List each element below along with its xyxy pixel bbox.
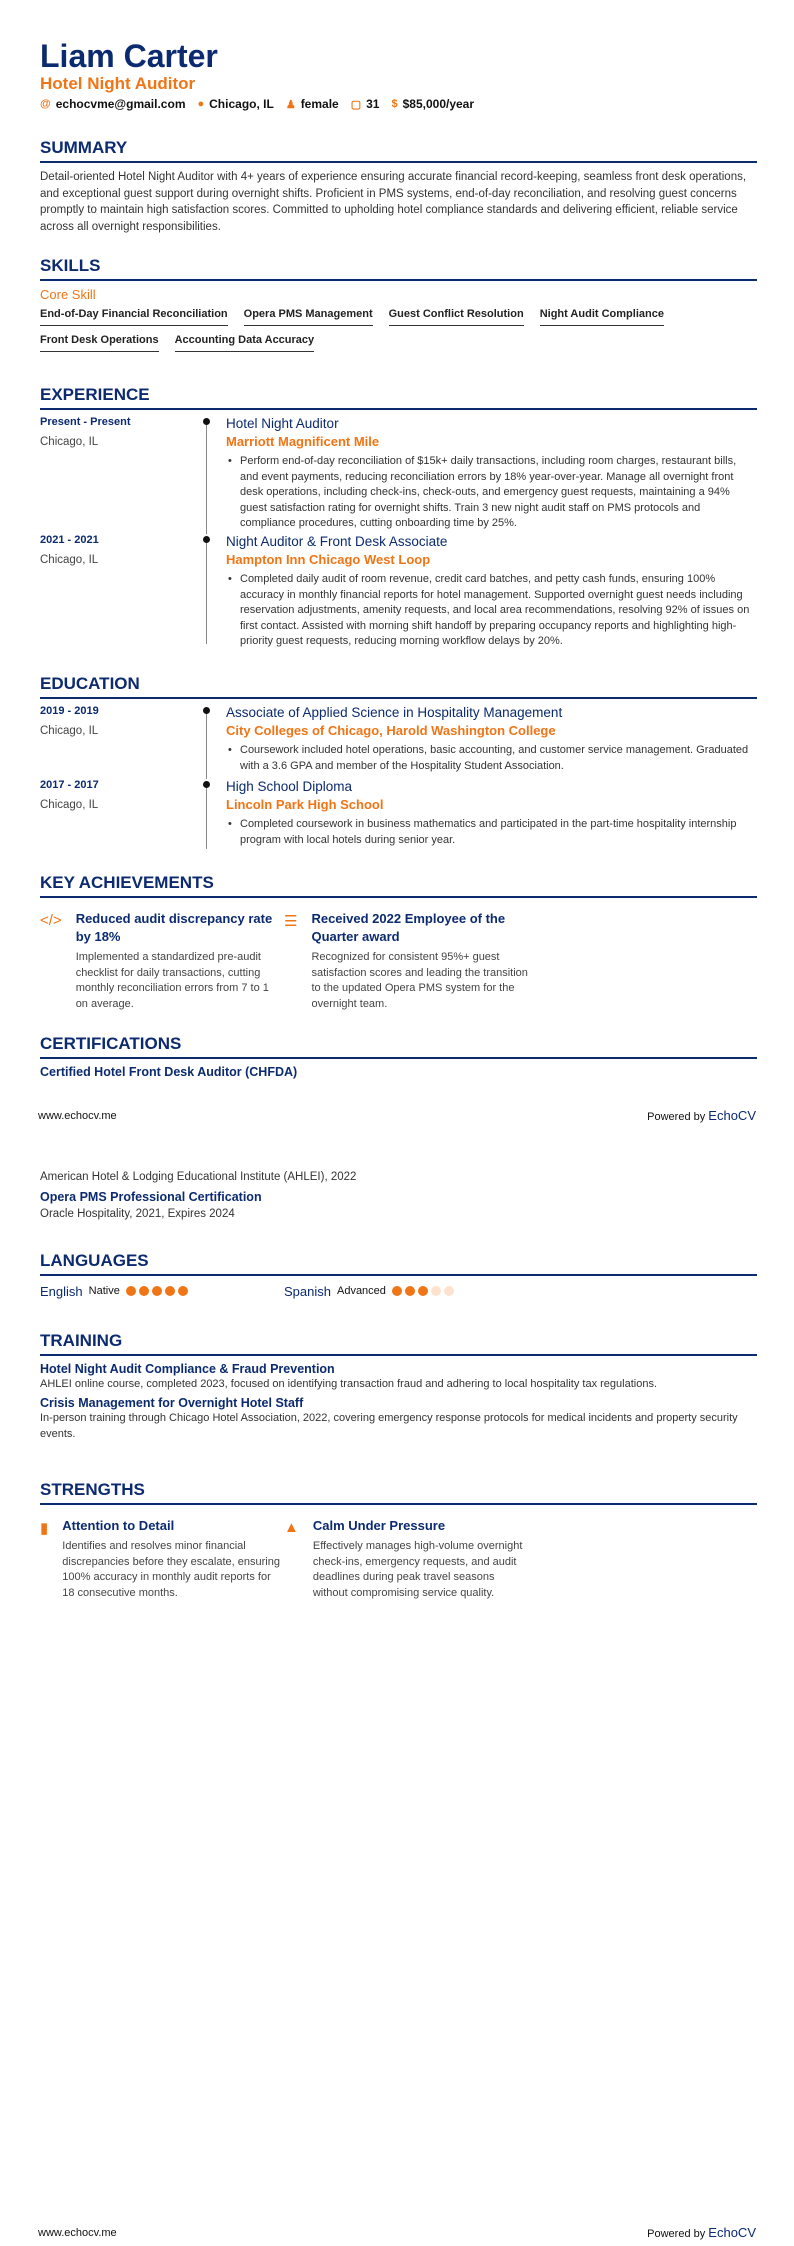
training-title: Crisis Management for Overnight Hotel Staff bbox=[40, 1396, 304, 1410]
language-item bbox=[284, 1282, 528, 1300]
brand-logo: EchoCV bbox=[708, 1108, 756, 1123]
achievement-desc: Recognized for consistent 95%+ guest satisfaction scores and leading the transition to the updated Opera PMS system for the overnight team. bbox=[311, 951, 528, 1010]
person-icon: ♟ bbox=[285, 98, 296, 111]
at-icon: @ bbox=[40, 98, 51, 110]
section-heading: KEY ACHIEVEMENTS bbox=[40, 873, 757, 898]
gender: female bbox=[300, 97, 339, 111]
languages-section bbox=[40, 1251, 757, 1300]
timeline-line bbox=[206, 420, 207, 534]
speech-bubble-icon: ▲ bbox=[284, 1519, 299, 1536]
strength-desc: Effectively manages high-volume overnight check-ins, emergency requests, and audit deadlines during peak travel seasons without compromising service quality. bbox=[312, 1540, 523, 1599]
summary-section bbox=[40, 138, 757, 235]
entry-role: Hotel Night Auditor bbox=[226, 416, 339, 431]
language-level: Native bbox=[88, 1285, 120, 1297]
skill-tag: Night Audit Compliance bbox=[540, 308, 664, 326]
experience-entry bbox=[40, 416, 757, 534]
section-heading: TRAINING bbox=[40, 1331, 757, 1356]
training-section bbox=[40, 1331, 757, 1442]
education-entry bbox=[40, 705, 757, 779]
entry-bullet: • Perform end-of-day reconciliation of $15k+ daily transactions, including room charges, restaurant bills, and event payments, reducing reconciliation errors by 18% year-over-year. Manage all overnight front desk operations, including check-ins, check-outs, and emergency guest requests, maintaining a 94% guest satisfaction rating for overnight shifts. Train 3 new night audit staff on PMS protocols and compliance procedures, cutting onboarding time by 25%. bbox=[226, 454, 757, 532]
sliders-icon: ☰ bbox=[284, 913, 298, 930]
rating-dot bbox=[431, 1286, 441, 1296]
skills-section bbox=[40, 256, 757, 360]
contact-info bbox=[40, 97, 474, 111]
cert-detail: American Hotel & Lodging Educational Institute (AHLEI), 2022 bbox=[40, 1171, 357, 1183]
entry-date: Present - Present bbox=[40, 416, 131, 428]
timeline-line bbox=[206, 538, 207, 644]
strength-title: Calm Under Pressure bbox=[312, 1518, 446, 1533]
section-heading: SKILLS bbox=[40, 256, 757, 281]
entry-role: Associate of Applied Science in Hospitality Management bbox=[226, 705, 563, 720]
rating-dot bbox=[178, 1286, 188, 1296]
achievement-title: Reduced audit discrepancy rate by 18% bbox=[75, 911, 273, 944]
entry-bullet: • Completed daily audit of room revenue, credit card batches, and petty cash funds, ensuring 100% accuracy in monthly financial reports for hotel management. Supported overnight guest needs including reservation adjustments, amenity requests, and local area recommendations, resolving 92% of issues on first contact. Assisted with morning shift handoff by preparing occupancy reports and highlighting high-priority guest requests, reducing morning workflow delays by 20%. bbox=[226, 572, 757, 650]
education-section bbox=[40, 674, 757, 849]
strength-item bbox=[284, 1517, 528, 1601]
achievements-section bbox=[40, 873, 757, 1012]
footer-site[interactable]: www.echocv.me bbox=[38, 2227, 117, 2239]
entry-date: 2019 - 2019 bbox=[40, 705, 99, 717]
entry-bullet: • Completed coursework in business mathematics and participated in the part-time hospitality internship program with local hotels during senior year. bbox=[226, 817, 757, 848]
training-desc: In-person training through Chicago Hotel Association, 2022, covering emergency response protocols for medical incidents and property security events. bbox=[40, 1412, 738, 1440]
training-title: Hotel Night Audit Compliance & Fraud Prevention bbox=[40, 1362, 335, 1376]
section-heading: EDUCATION bbox=[40, 674, 757, 699]
powered-label: Powered by bbox=[647, 1111, 706, 1123]
entry-org: City Colleges of Chicago, Harold Washington College bbox=[226, 723, 556, 738]
candidate-name: Liam Carter bbox=[40, 38, 218, 74]
language-item bbox=[40, 1282, 284, 1300]
skill-tag: End-of-Day Financial Reconciliation bbox=[40, 308, 228, 326]
strength-item bbox=[40, 1517, 284, 1601]
certifications-section bbox=[40, 1034, 757, 1079]
language-name: English bbox=[40, 1283, 83, 1299]
job-title: Hotel Night Auditor bbox=[40, 74, 196, 93]
entry-date: 2017 - 2017 bbox=[40, 779, 99, 791]
entry-bullet: • Coursework included hotel operations, basic accounting, and customer service management. Graduated with a 3.6 GPA and member of the Hospitality Student Association. bbox=[226, 743, 757, 774]
entry-location: Chicago, IL bbox=[40, 725, 99, 737]
powered-label: Powered by bbox=[647, 2228, 706, 2240]
code-icon: </> bbox=[40, 912, 62, 929]
cert-name: Opera PMS Professional Certification bbox=[40, 1189, 262, 1204]
skill-tag: Front Desk Operations bbox=[40, 334, 159, 352]
rating-dot bbox=[152, 1286, 162, 1296]
rating-dot bbox=[165, 1286, 175, 1296]
location-pin-icon: ● bbox=[197, 98, 205, 110]
section-heading: STRENGTHS bbox=[40, 1480, 757, 1505]
training-desc: AHLEI online course, completed 2023, focused on identifying transaction fraud and adhering to local hospitality tax regulations. bbox=[40, 1378, 657, 1390]
section-heading: LANGUAGES bbox=[40, 1251, 757, 1276]
document-icon: ▮ bbox=[40, 1520, 49, 1537]
entry-location: Chicago, IL bbox=[40, 799, 99, 811]
entry-org: Marriott Magnificent Mile bbox=[226, 434, 380, 449]
rating-dot bbox=[418, 1286, 428, 1296]
entry-date: 2021 - 2021 bbox=[40, 534, 99, 546]
email[interactable]: echocvme@gmail.com bbox=[55, 97, 186, 111]
experience-entry bbox=[40, 534, 757, 647]
language-name: Spanish bbox=[284, 1283, 331, 1299]
strength-title: Attention to Detail bbox=[62, 1518, 175, 1533]
location: Chicago, IL bbox=[209, 97, 274, 111]
footer-powered bbox=[647, 1108, 756, 1123]
experience-section bbox=[40, 385, 757, 647]
salary: $85,000/year bbox=[402, 97, 475, 111]
skill-tag: Guest Conflict Resolution bbox=[389, 308, 524, 326]
rating-dot bbox=[126, 1286, 136, 1296]
strength-desc: Identifies and resolves minor financial discrepancies before they escalate, ensuring 100% accuracy in monthly audit reports for 18 consecutive months. bbox=[62, 1540, 280, 1599]
achievement-title: Received 2022 Employee of the Quarter award bbox=[311, 911, 506, 944]
entry-role: Night Auditor & Front Desk Associate bbox=[226, 534, 448, 549]
education-entry bbox=[40, 779, 757, 849]
entry-location: Chicago, IL bbox=[40, 554, 99, 566]
rating-dot bbox=[392, 1286, 402, 1296]
language-rating bbox=[126, 1282, 191, 1300]
certifications-continued bbox=[40, 1169, 757, 1222]
entry-role: High School Diploma bbox=[226, 779, 353, 794]
section-heading: EXPERIENCE bbox=[40, 385, 757, 410]
calendar-icon: ▢ bbox=[350, 98, 362, 111]
language-rating bbox=[392, 1282, 457, 1300]
footer-site[interactable]: www.echocv.me bbox=[38, 1110, 117, 1122]
strengths-section bbox=[40, 1480, 757, 1601]
rating-dot bbox=[444, 1286, 454, 1296]
timeline-line bbox=[206, 783, 207, 849]
timeline-line bbox=[206, 709, 207, 779]
entry-org: Lincoln Park High School bbox=[226, 797, 384, 812]
brand-logo: EchoCV bbox=[708, 2225, 756, 2240]
achievement-item bbox=[284, 910, 528, 1012]
section-heading: CERTIFICATIONS bbox=[40, 1034, 757, 1059]
skills-label: Core Skill bbox=[40, 287, 96, 302]
skill-tag: Accounting Data Accuracy bbox=[175, 334, 315, 352]
rating-dot bbox=[405, 1286, 415, 1296]
cert-detail: Oracle Hospitality, 2021, Expires 2024 bbox=[40, 1207, 235, 1220]
dollar-icon: $ bbox=[391, 98, 398, 110]
section-heading: SUMMARY bbox=[40, 138, 757, 163]
entry-org: Hampton Inn Chicago West Loop bbox=[226, 552, 431, 567]
skill-tag: Opera PMS Management bbox=[244, 308, 373, 326]
entry-location: Chicago, IL bbox=[40, 436, 99, 448]
cert-name: Certified Hotel Front Desk Auditor (CHFDA) bbox=[40, 1065, 298, 1079]
achievement-item bbox=[40, 910, 284, 1012]
summary-text: Detail-oriented Hotel Night Auditor with 4+ years of experience ensuring accurate financial record-keeping, seamless front desk operations, and exceptional guest support during overnight shifts. Proficient in PMS systems, end-of-day reconciliation, and resolving guest concerns promptly to maintain high satisfaction scores. Committed to upholding hotel compliance standards and delivering efficient, reliable service across all overnight responsibilities. bbox=[40, 171, 747, 233]
rating-dot bbox=[139, 1286, 149, 1296]
footer-powered bbox=[647, 2225, 756, 2240]
age: 31 bbox=[366, 97, 380, 111]
language-level: Advanced bbox=[336, 1285, 386, 1297]
achievement-desc: Implemented a standardized pre-audit checklist for daily transactions, cutting monthly reconciliation errors from 7 to 1 on average. bbox=[75, 951, 269, 1010]
